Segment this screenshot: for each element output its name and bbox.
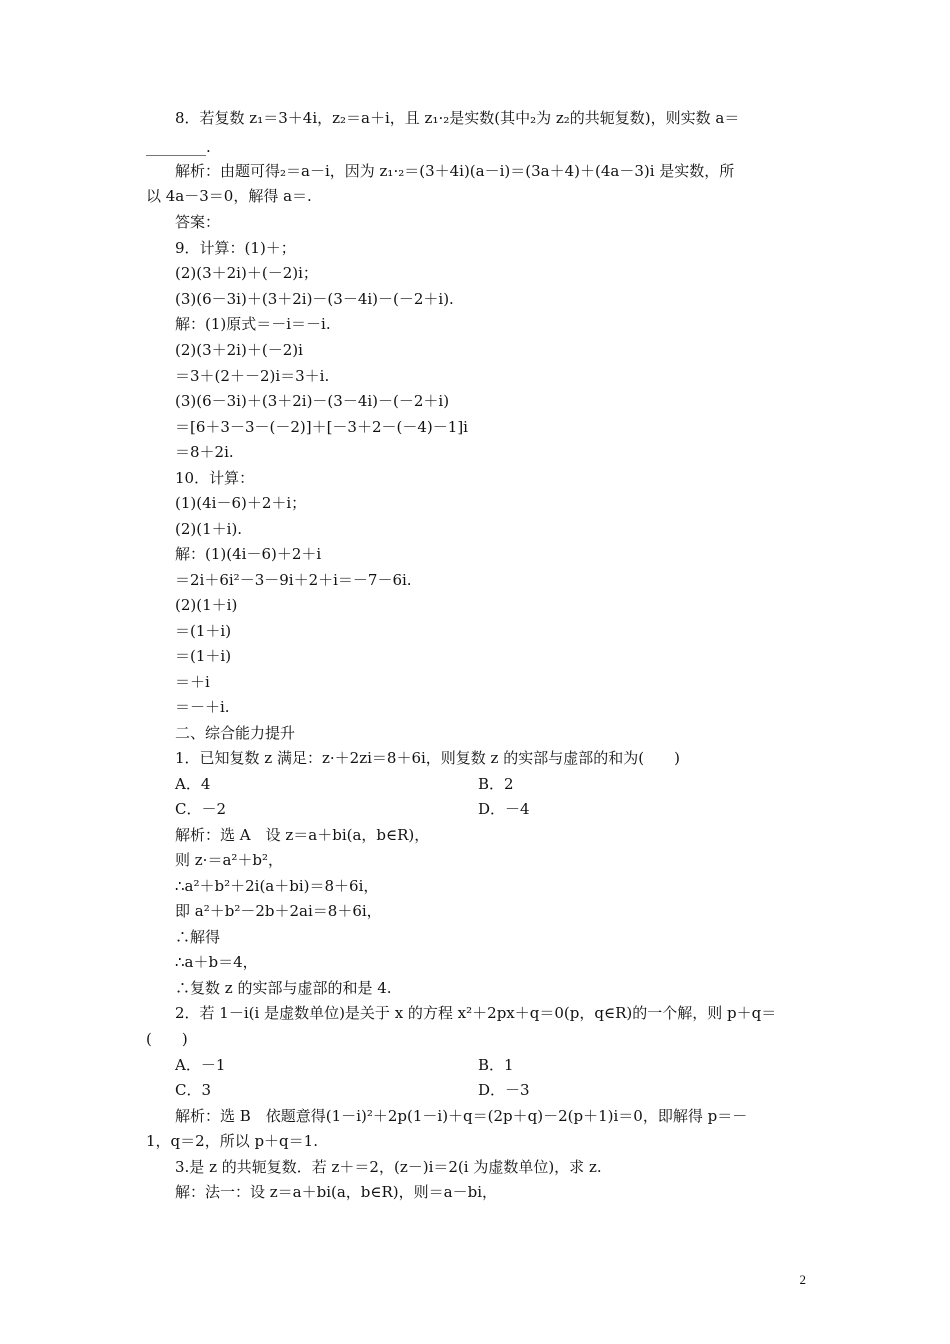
text-line-content: 即 a²＋b²－2b＋2ai＝8＋6i，	[175, 902, 382, 920]
text-line-content: (1)(4i－6)＋2＋i；	[175, 494, 307, 512]
text-line-content: C．3	[175, 1081, 212, 1099]
text-line-content: (3)(6－3i)＋(3＋2i)－(3－4i)－(－2＋i)	[175, 392, 450, 410]
text-line-content: ________.	[146, 138, 211, 156]
page-number: 2	[799, 1272, 806, 1287]
text-line-content: 则 z·＝a²＋b²，	[175, 851, 284, 869]
text-line	[175, 723, 950, 743]
text-line-content: ∴解得	[175, 928, 221, 946]
text-line-content: A．4	[175, 775, 211, 793]
text-line	[146, 186, 950, 206]
text-line-content: 解：(1)原式＝－i＝－i.	[175, 315, 331, 333]
text-line-content: 1．已知复数 z 满足：z·＋2zi＝8＋6i，则复数 z 的实部与虚部的和为( )	[175, 749, 680, 767]
text-line-content: 解析：选 B 依题意得(1－i)²＋2p(1－i)＋q＝(2p＋q)－2(p＋1)i＝0，即解得 p＝－	[175, 1107, 748, 1125]
option-right-column: B．1	[478, 1056, 514, 1074]
text-line-content: ＝＋i	[175, 673, 210, 691]
text-line	[175, 595, 950, 615]
text-line	[175, 748, 950, 768]
text-line	[175, 238, 950, 258]
option-right-column: B．2	[478, 775, 514, 793]
text-line	[175, 952, 950, 972]
text-line	[175, 468, 950, 488]
text-line-content: (3)(6－3i)＋(3＋2i)－(3－4i)－(－2＋i).	[175, 290, 454, 308]
text-line	[175, 108, 950, 128]
text-line	[175, 825, 950, 845]
text-line-content: ＝[6＋3－3－(－2)]＋[－3＋2－(－4)－1]i	[175, 418, 468, 436]
text-line	[175, 314, 950, 334]
text-line	[175, 1182, 950, 1202]
text-line	[175, 570, 950, 590]
text-line	[175, 1106, 950, 1126]
text-line-content: 二、综合能力提升	[175, 724, 296, 742]
text-line-content: 以 4a－3＝0，解得 a＝.	[146, 187, 312, 205]
text-line	[175, 391, 950, 411]
text-line-content: (2)(3＋2i)＋(－2)i	[175, 341, 303, 359]
text-line-content: 答案：	[175, 213, 221, 231]
text-line	[175, 850, 950, 870]
text-line	[175, 340, 950, 360]
text-line-content: ＝－＋i.	[175, 698, 230, 716]
text-line	[175, 263, 950, 283]
text-line	[175, 519, 950, 539]
text-line	[175, 493, 950, 513]
text-line-content: (2)(1＋i).	[175, 520, 243, 538]
text-line-content: ∴a²＋b²＋2i(a＋bi)＝8＋6i，	[175, 877, 379, 895]
text-line	[175, 1157, 950, 1177]
text-line-content: C．－2	[175, 800, 227, 818]
text-line-content: 1，q＝2，所以 p＋q＝1.	[146, 1132, 318, 1150]
text-line-content: ∴复数 z 的实部与虚部的和是 4.	[175, 979, 392, 997]
text-line	[175, 366, 950, 386]
text-line-content: 10．计算：	[175, 469, 255, 487]
text-line	[175, 544, 950, 564]
text-line	[175, 1003, 950, 1023]
text-line	[175, 417, 950, 437]
text-line-content: (2)(3＋2i)＋(－2)i；	[175, 264, 318, 282]
text-line	[175, 1080, 950, 1100]
text-line	[175, 646, 950, 666]
text-line	[175, 442, 950, 462]
text-line	[175, 672, 950, 692]
option-right-column: D．－4	[478, 800, 530, 818]
text-line	[146, 1029, 950, 1049]
text-line	[175, 289, 950, 309]
text-line-content: 解：法一：设 z＝a＋bi(a，b∈R)，则＝a－bi，	[175, 1183, 498, 1201]
text-line-content: 解：(1)(4i－6)＋2＋i	[175, 545, 322, 563]
text-line-content: ＝8＋2i.	[175, 443, 234, 461]
text-line	[175, 1055, 950, 1075]
text-line	[175, 799, 950, 819]
text-line	[175, 978, 950, 998]
text-line	[175, 697, 950, 717]
text-line-content: ∴a＋b＝4，	[175, 953, 258, 971]
text-line-content: 解析：由题可得₂＝a－i，因为 z₁·₂＝(3＋4i)(a－i)＝(3a＋4)＋(4a－3)i 是实数，所	[175, 162, 735, 180]
text-line-content: (2)(1＋i)	[175, 596, 238, 614]
option-right-column: D．－3	[478, 1081, 530, 1099]
text-line	[175, 927, 950, 947]
text-line	[146, 137, 950, 157]
text-line	[175, 901, 950, 921]
text-line	[175, 212, 950, 232]
text-line	[175, 161, 950, 181]
text-line	[175, 621, 950, 641]
text-line-content: 9．计算：(1)＋；	[175, 239, 296, 257]
text-line-content: ＝(1＋i)	[175, 622, 232, 640]
text-line-content: 3.是 z 的共轭复数．若 z＋＝2，(z－)i＝2(i 为虚数单位)，求 z.	[175, 1158, 602, 1176]
text-line-content: ＝3＋(2＋－2)i＝3＋i.	[175, 367, 330, 385]
text-line-content: ( )	[146, 1030, 188, 1048]
text-line-content: 解析：选 A 设 z＝a＋bi(a，b∈R)，	[175, 826, 430, 844]
text-line	[175, 876, 950, 896]
text-line-content: A．－1	[175, 1056, 226, 1074]
text-line-content: 8．若复数 z₁＝3＋4i，z₂＝a＋i，且 z₁·₂是实数(其中₂为 z₂的共轭复数)，则实数 a＝	[175, 109, 740, 127]
text-line-content: 2．若 1－i(i 是虚数单位)是关于 x 的方程 x²＋2px＋q＝0(p，q∈R)的一个解，则 p＋q＝	[175, 1004, 777, 1022]
text-line-content: ＝(1＋i)	[175, 647, 232, 665]
text-line-content: ＝2i＋6i²－3－9i＋2＋i＝－7－6i.	[175, 571, 412, 589]
text-line	[175, 774, 950, 794]
text-line	[146, 1131, 950, 1151]
